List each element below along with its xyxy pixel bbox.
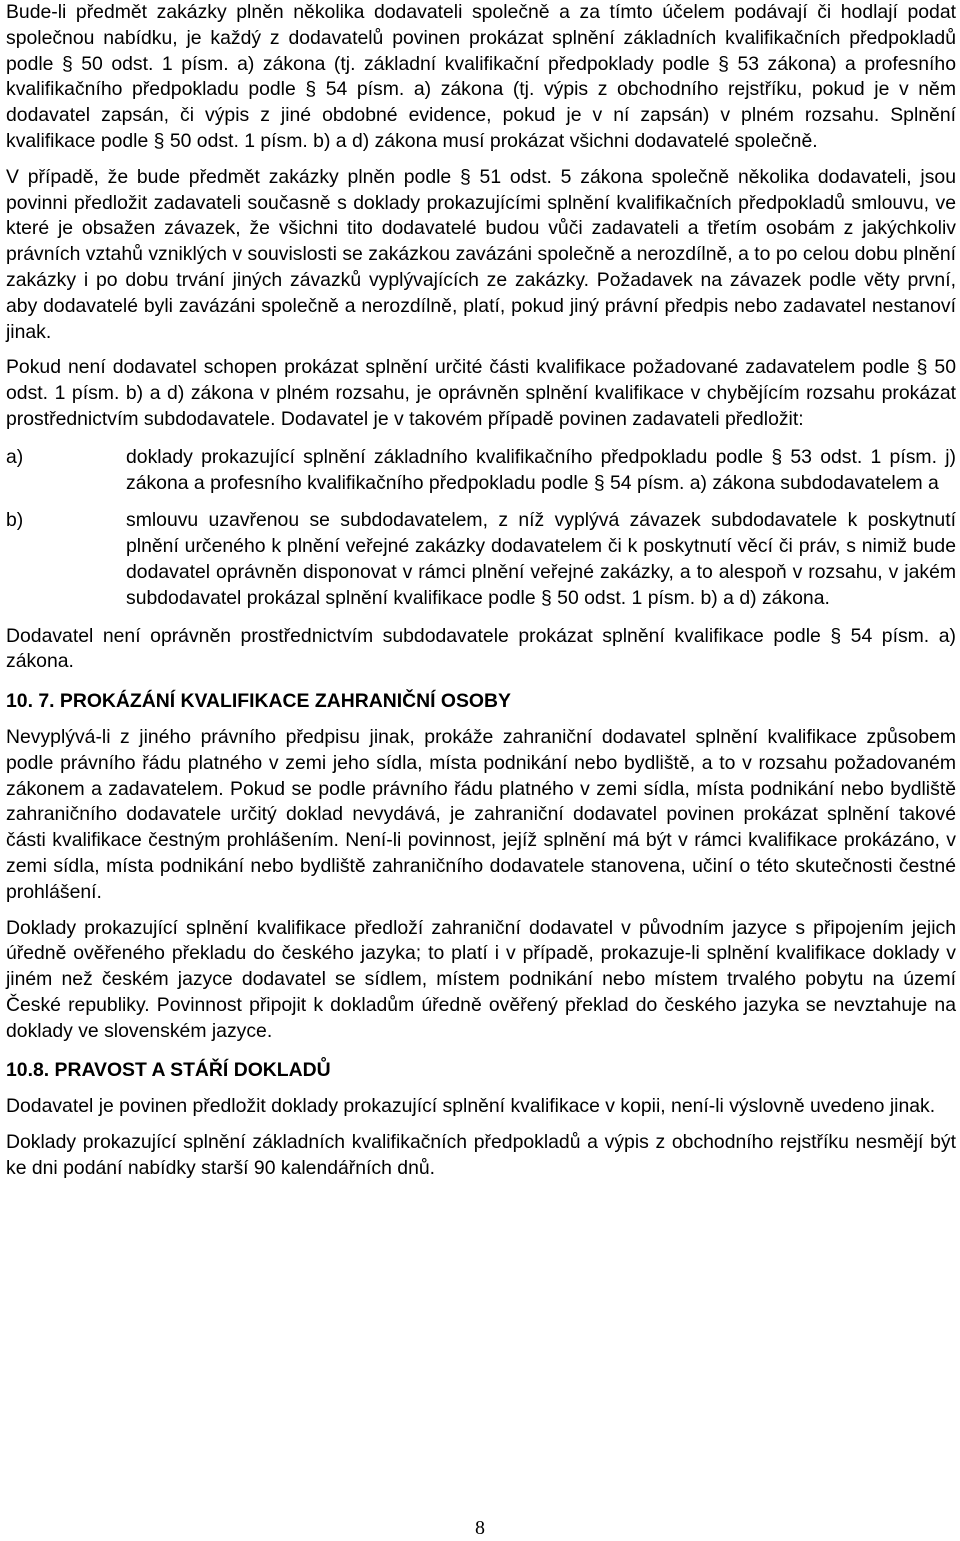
paragraph-document-age: Doklady prokazující splnění základních kvalifikačních předpokladů a výpis z obchodního rejstříku nesmějí být ke dni podání nabídky starší 90 kalendářních dnů. [6, 1131, 956, 1179]
page-number: 8 [475, 1517, 485, 1539]
section-heading-validity: 10.8. PRAVOST A STÁŘÍ DOKLADŮ [6, 1059, 331, 1082]
paragraph-translation: Doklady prokazující splnění kvalifikace předloží zahraniční dodavatel v původním jazyce s připojením jejich úředně ověřeného překladu do českého jazyka; to platí i v případě, prokazuje-li splnění kvalifikace doklady v jiném než českém jazyce dodavatel se sídlem, místem podnikání nebo místem trvalého pobytu na území České republiky. Povinnost připojit k dokladům úředně ověřený překlad do českého jazyka se nevztahuje na doklady ve slovenském jazyce. [6, 916, 956, 1042]
paragraph-foreign-supplier: Nevyplývá-li z jiného právního předpisu jinak, prokáže zahraniční dodavatel splnění kvalifikace způsobem podle právního řádu platného v zemi jeho sídla, místa podnikání nebo bydliště, a to v rozsahu požadovaném zákonem a zadavatelem. Pokud se podle právního řádu platného v zemi sídla, místa podnikání nebo bydliště zahraničního dodavatele určitý doklad nevydává, je zahraniční dodavatel povinen prokázat splnění takové části kvalifikace čestným prohlášením. Není-li povinnost, jejíž splnění má být v rámci kvalifikace prokázáno, v zemi sídla, místa podnikání nebo bydliště zahraničního dodavatele stanovena, učiní o této skutečnosti čestné prohlášení. [6, 725, 956, 903]
list-marker: b) [6, 509, 24, 532]
list-marker: a) [6, 445, 24, 468]
paragraph-subcontractor-limit: Dodavatel není oprávněn prostřednictvím subdodavatele prokázat splnění kvalifikace podle § 54 písm. a) zákona. [6, 624, 956, 673]
list-item [6, 445, 956, 497]
list-item-text: doklady prokazující splnění základního kvalifikačního předpokladu podle § 53 odst. 1 písm. j) zákona a profesního kvalifikačního předpokladu podle § 54 písm. a) zákona subdodavatelem a [126, 445, 956, 494]
list-item [6, 508, 956, 611]
paragraph-copies: Dodavatel je povinen předložit doklady prokazující splnění kvalifikace v kopii, není-li výslovně uvedeno jinak. [6, 1095, 936, 1118]
paragraph-subcontractor: Pokud není dodavatel schopen prokázat splnění určité části kvalifikace požadované zadavatelem podle § 50 odst. 1 písm. b) a d) zákona v plném rozsahu, je oprávněn splnění kvalifikace v chybějícím rozsahu prokázat prostřednictvím subdodavatele. Dodavatel je v takovém případě povinen zadavateli předložit: [6, 356, 956, 430]
section-heading-foreign: 10. 7. PROKÁZÁNÍ KVALIFIKACE ZAHRANIČNÍ OSOBY [6, 690, 511, 713]
document-page [6, 0, 956, 1182]
list-item-text: smlouvu uzavřenou se subdodavatelem, z níž vyplývá závazek subdodavatele k poskytnutí plnění určeného k plnění veřejné zakázky dodavatelem či k poskytnutí věcí či práv, s nimiž bude dodavatel oprávněn disponovat v rámci plnění veřejné zakázky, a to alespoň v rozsahu, v jakém subdodavatel prokázal splnění kvalifikace podle § 50 odst. 1 písm. b) a d) zákona. [126, 509, 956, 609]
paragraph-joint-liability: V případě, že bude předmět zakázky plněn podle § 51 odst. 5 zákona společně několika dodavateli, jsou povinni předložit zadavateli současně s doklady prokazujícími splnění kvalifikačních předpokladů smlouvu, ve které je obsažen závazek, že všichni tito dodavatelé budou vůči zadavateli a třetím osobám z jakýchkoliv právních vztahů vzniklých v souvislosti se zakázkou zavázáni společně a nerozdílně, a to po celou dobu plnění zakázky i po dobu trvání jiných závazků vyplývajících ze zakázky. Požadavek na závazek podle věty první, aby dodavatelé byli zavázáni společně a nerozdílně, platí, pokud jiný právní předpis nebo zadavatel nestanoví jinak. [6, 165, 956, 343]
paragraph-joint-bid: Bude-li předmět zakázky plněn několika dodavateli společně a za tímto účelem podávají či hodlají podat společnou nabídku, je každý z dodavatelů povinen prokázat splnění základních kvalifikačních předpokladů podle § 50 odst. 1 písm. a) zákona (tj. základní kvalifikační předpoklady podle § 53 zákona) a profesního kvalifikačního předpokladu podle § 54 písm. a) zákona (tj. výpis z obchodního rejstříku, pokud je v něm dodavatel zapsán, či výpis z jiné obdobné evidence, pokud je v ní zapsán) v plném rozsahu. Splnění kvalifikace podle § 50 odst. 1 písm. b) a d) zákona musí prokázat všichni dodavatelé společně. [6, 1, 956, 152]
